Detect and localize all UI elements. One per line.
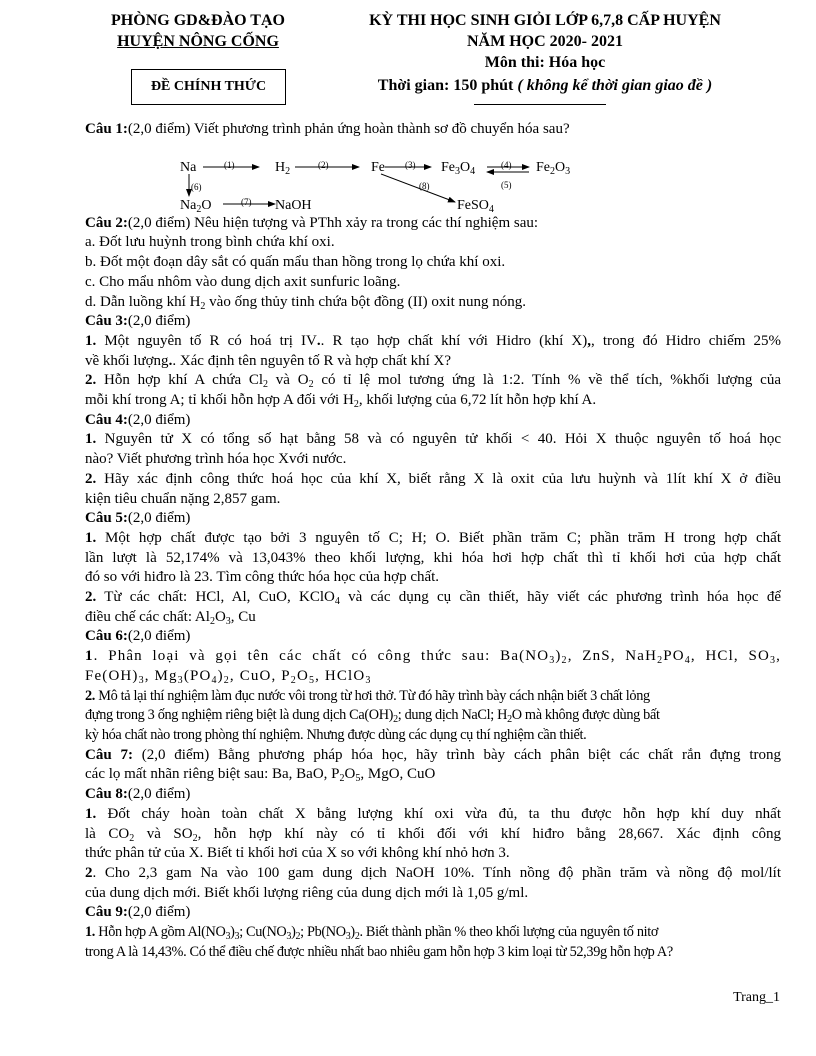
- question-8-part-2-cont: của dung dịch mới. Biết khối lượng riêng của dung dịch mới là 1,05 g/ml.: [85, 884, 529, 901]
- step-2: (2): [318, 159, 329, 170]
- department-name: PHÒNG GD&ĐÀO TẠO: [111, 12, 285, 29]
- question-4-part-2: 2. Hãy xác định công thức hoá học của khí X, biết rằng X là oxit của lưu huỳnh và 1lít khí X ở điều: [85, 470, 781, 487]
- species-fe2o3: $Fe_2O_3$: [536, 159, 571, 177]
- question-3-part-1-cont: về khối lượng.. Xác định tên nguyên tố R và hợp chất khí X?: [85, 352, 452, 369]
- question-text: (2,0 điểm) Viết phương trình phản ứng hoàn thành sơ đồ chuyển hóa sau?: [127, 121, 570, 137]
- time-note: ( không kể thời gian giao đề ): [517, 77, 713, 94]
- official-exam-box: ĐỀ CHÍNH THỨC: [131, 69, 286, 105]
- district-name: HUYỆN NÔNG CỐNG: [117, 33, 279, 50]
- exam-time: [320, 77, 770, 95]
- exam-subject: Môn thi: Hóa học: [484, 54, 606, 71]
- question-2-item-d: d. Dẫn luồng khí $H_2$ vào ống thủy tinh chứa bột đồng (II) oxit nung nóng.: [85, 293, 527, 312]
- question-5-part-1-end: đó so với hiđro là 23. Tìm công thức hóa học của hợp chất.: [85, 569, 440, 586]
- time-label: Thời gian: 150 phút: [377, 77, 514, 94]
- page-number: Trang_1: [733, 990, 780, 1005]
- question-6-part-2: 2. Mô tả lại thí nghiệm làm đục nước vôi trong từ hơi thở. Từ đó hãy trình bày cách nhận biết 3 chất lỏng: [85, 687, 650, 704]
- step-3: (3): [405, 159, 416, 170]
- header-underline: [474, 104, 606, 105]
- question-6: Câu 6:(2,0 điểm): [85, 628, 191, 645]
- question-4: Câu 4:(2,0 điểm): [85, 411, 191, 428]
- species-fe3o4: $Fe_3O_4$: [441, 159, 476, 177]
- question-7-cont: các lọ mất nhãn riêng biệt sau: Ba, BaO, $P_2O_5$, MgO, CuO: [85, 766, 436, 785]
- question-8-part-2: 2. Cho 2,3 gam Na vào 100 gam dung dịch NaOH 10%. Tính nồng độ phần trăm và nồng độ mol/lít: [85, 864, 781, 881]
- question-5-part-2-cont: điều chế các chất: $Al_2O_3$, Cu: [85, 608, 256, 627]
- department-header: [80, 10, 316, 52]
- question-6-part-1: 1. Phân loại và gọi tên các chất có công thức sau: $Ba(NO_3)_2$, ZnS, $NaH_2PO_4$, HCl, $SO_3$,: [85, 648, 781, 667]
- question-4-part-1-cont: nào? Viết phương trình hóa học Xvới nước.: [85, 451, 347, 468]
- question-1: [85, 120, 781, 140]
- question-8-part-1-cont: là $CO_2$ và $SO_2$, hỗn hợp khí này có tỉ khối đối với khí hiđro bằng 28,667. Xác định công: [85, 825, 781, 844]
- question-6-part-2-end: kỳ hóa chất nào trong phòng thí nghiệm. Nhưng được dùng các dụng cụ thí nghiệm cần thiết.: [85, 726, 587, 743]
- question-3-part-2-cont: mỗi khí trong A; tỉ khối hỗn hợp A đối với $H_2$, khối lượng của 6,72 lít hỗn hợp khí A.: [85, 392, 597, 411]
- question-6-part-2-cont: đựng trong 3 ống nghiệm riêng biệt là dung dịch $Ca(OH)_2$; dung dịch NaCl; $H_2O$ mà không được dùng bất: [85, 707, 660, 726]
- question-3: Câu 3:(2,0 điểm): [85, 313, 191, 330]
- question-label: Câu 1:: [85, 121, 128, 137]
- question-9-part-1-cont: trong A là 14,43%. Có thể điều chế được nhiều nhất bao nhiêu gam hỗn hợp 3 kim loại từ 52,39g hỗn hợp A?: [85, 943, 673, 960]
- species-naoh: NaOH: [275, 197, 312, 213]
- question-8-part-1: 1. Đốt cháy hoàn toàn chất X bằng lượng khí oxi vừa đủ, ta thu được hỗn hợp khí duy nhất: [85, 805, 781, 822]
- arrow-8: [381, 174, 455, 202]
- question-4-part-1: 1. Nguyên tử X có tổng số hạt bằng 58 và có nguyên tử khối < 40. Hỏi X thuộc nguyên tố hoá học: [85, 431, 781, 448]
- question-2-item-c: c. Cho mẩu nhôm vào dung dịch axit sunfuric loãng.: [85, 273, 401, 290]
- species-h2: $H_2$: [275, 159, 291, 177]
- exam-questions: [85, 120, 781, 962]
- conversion-scheme: [85, 140, 781, 214]
- question-2-item-a: a. Đốt lưu huỳnh trong bình chứa khí oxi.: [85, 234, 335, 251]
- step-5: (5): [501, 179, 512, 190]
- question-5-part-2: 2. Từ các chất: HCl, Al, CuO, KClO$_4$ và các dụng cụ cần thiết, hãy viết các phương trình hóa học để: [85, 589, 781, 608]
- step-6: (6): [191, 181, 202, 192]
- step-8: (8): [419, 180, 430, 191]
- question-5: Câu 5:(2,0 điểm): [85, 510, 191, 527]
- question-5-part-1: 1. Một hợp chất được tạo bởi 3 nguyên tố C; H; O. Biết phần trăm C; phần trăm H trong hợp chất: [85, 529, 781, 546]
- species-na2o: $Na_2O$: [180, 197, 212, 215]
- question-9: Câu 9:(2,0 điểm): [85, 904, 191, 921]
- species-feso4: FeSO$_4$: [457, 197, 494, 215]
- question-2: Câu 2:(2,0 điểm) Nêu hiện tượng và PThh xảy ra trong các thí nghiệm sau:: [85, 214, 539, 231]
- question-5-part-1-cont: lần lượt là 52,174% và 13,043% theo khối lượng, khi hóa hơi hợp chất thì tỉ khối hơi của hợp chất: [85, 549, 781, 566]
- question-2-item-b: b. Đốt một đoạn dây sắt có quấn mẩu than hồng trong lọ chứa khí oxi.: [85, 254, 506, 271]
- question-6-part-1-cont: $Fe(OH)_3$, $Mg_3(PO_4)_2$, CuO, $P_2O_5$, HClO$_3$: [85, 667, 372, 686]
- school-year: NĂM HỌC 2020- 2021: [467, 33, 623, 50]
- species-fe: Fe: [371, 159, 385, 175]
- exam-title: KỲ THI HỌC SINH GIỎI LỚP 6,7,8 CẤP HUYỆN: [369, 12, 721, 29]
- question-7: Câu 7: (2,0 điểm) Bằng phương pháp hóa học, hãy trình bày cách phân biệt các chất rắn đựng trong: [85, 746, 781, 763]
- question-3-part-1: 1. Một nguyên tố R có hoá trị IV.. R tạo hợp chất khí với Hidro (khí X),, trong đó Hidro chiếm 25%: [85, 332, 781, 349]
- question-3-part-2: 2. Hỗn hợp khí A chứa $Cl_2$ và $O_2$ có tỉ lệ mol tương ứng là 1:2. Tính % về thể tích, %khối lượng của: [85, 372, 781, 391]
- question-4-part-2-cont: kiện tiêu chuẩn nặng 2,857 gam.: [85, 490, 281, 507]
- species-na: Na: [180, 159, 197, 175]
- question-8-part-1-end: thức phân tử của X. Biết tỉ khối hơi của X so với không khí nhỏ hơn 3.: [85, 845, 510, 862]
- question-8: Câu 8:(2,0 điểm): [85, 786, 191, 803]
- step-1: (1): [224, 159, 235, 170]
- question-9-part-1: 1. Hỗn hợp A gồm $Al(NO_3)_3$; $Cu(NO_3)_2$; $Pb(NO_3)_2$. Biết thành phần % theo khối lượng của nguyên tố nitơ: [85, 924, 659, 943]
- exam-header: [320, 10, 770, 73]
- step-4: (4): [501, 159, 512, 170]
- step-7: (7): [241, 196, 252, 207]
